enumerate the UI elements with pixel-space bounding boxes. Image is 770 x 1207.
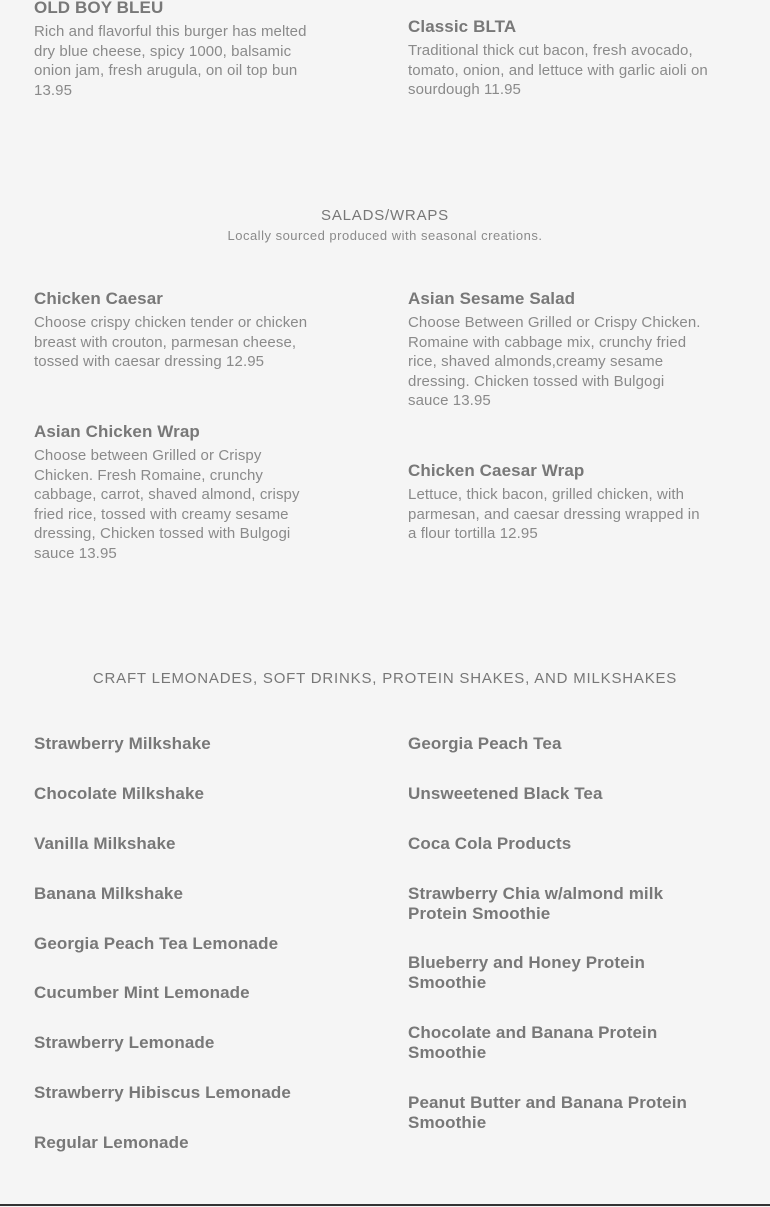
item-name: Classic BLTA bbox=[408, 17, 517, 36]
item-description: Choose Between Grilled or Crispy Chicken. Romaine with cabbage mix, crunchy fried rice, shaved almonds,creamy sesame dressing. Chicken tossed with Bulgogi sauce 13.95 bbox=[408, 314, 701, 409]
drink-item: Peanut Butter and Banana Protein Smoothie bbox=[408, 1093, 688, 1132]
menu-item-chicken-caesar bbox=[34, 289, 324, 372]
menu-item-chicken-caesar-wrap bbox=[408, 461, 708, 544]
drink-item: Strawberry Hibiscus Lemonade bbox=[34, 1083, 291, 1102]
item-description: Choose crispy chicken tender or chicken breast with crouton, parmesan cheese, tossed with caesar dressing 12.95 bbox=[34, 314, 308, 370]
section-subtitle-salads: Locally sourced produced with seasonal creations. bbox=[227, 228, 543, 243]
drink-item: Banana Milkshake bbox=[34, 884, 183, 903]
item-description: Rich and flavorful this burger has melted dry blue cheese, spicy 1000, balsamic onion jam, fresh arugula, on oil top bun 13.95 bbox=[34, 23, 307, 99]
drink-item: Vanilla Milkshake bbox=[34, 834, 176, 853]
item-description: Choose between Grilled or Crispy Chicken. Fresh Romaine, crunchy cabbage, carrot, shaved almond, crispy fried rice, tossed with creamy sesame dressing, Chicken tossed with Bulgogi sauce 13.95 bbox=[34, 447, 300, 562]
drink-item: Unsweetened Black Tea bbox=[408, 784, 603, 803]
menu-item-classic-blta bbox=[408, 17, 708, 100]
menu-item-asian-sesame-salad bbox=[408, 289, 708, 411]
item-description: Traditional thick cut bacon, fresh avocado, tomato, onion, and lettuce with garlic aioli on sourdough 11.95 bbox=[408, 42, 708, 98]
drink-item: Chocolate Milkshake bbox=[34, 784, 205, 803]
section-title-salads: SALADS/WRAPS bbox=[321, 207, 449, 224]
drink-item: Blueberry and Honey Protein Smoothie bbox=[408, 953, 645, 992]
item-name: Chicken Caesar bbox=[34, 289, 163, 308]
drink-item: Chocolate and Banana Protein Smoothie bbox=[408, 1023, 658, 1062]
bottom-divider bbox=[0, 1204, 770, 1206]
item-name: OLD BOY BLEU bbox=[34, 0, 164, 17]
drink-item: Coca Cola Products bbox=[408, 834, 572, 853]
menu-item-asian-chicken-wrap bbox=[34, 422, 324, 563]
section-title-drinks: CRAFT LEMONADES, SOFT DRINKS, PROTEIN SHAKES, AND MILKSHAKES bbox=[92, 670, 678, 687]
item-name: Asian Chicken Wrap bbox=[34, 422, 200, 441]
item-name: Chicken Caesar Wrap bbox=[408, 461, 585, 480]
menu-item-old-boy-bleu bbox=[34, 0, 324, 100]
drink-item: Strawberry Chia w/almond milk Protein Smoothie bbox=[408, 884, 664, 923]
drink-item: Cucumber Mint Lemonade bbox=[34, 983, 250, 1002]
drink-item: Georgia Peach Tea bbox=[408, 734, 562, 753]
drink-item: Regular Lemonade bbox=[34, 1133, 189, 1152]
item-name: Asian Sesame Salad bbox=[408, 289, 576, 308]
item-description: Lettuce, thick bacon, grilled chicken, with parmesan, and caesar dressing wrapped in a flour tortilla 12.95 bbox=[408, 486, 700, 542]
drink-item: Strawberry Lemonade bbox=[34, 1033, 215, 1052]
drink-item: Strawberry Milkshake bbox=[34, 734, 211, 753]
drink-item: Georgia Peach Tea Lemonade bbox=[34, 934, 279, 953]
